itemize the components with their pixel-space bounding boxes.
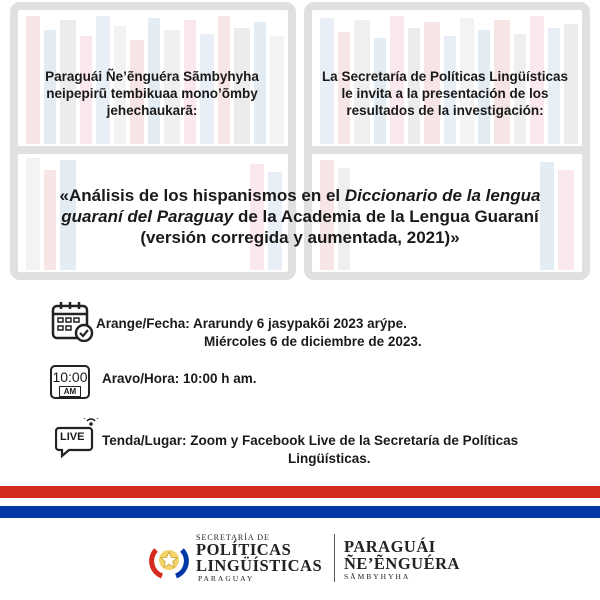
org2-line-2: ÑE’ẼNGUÉRA <box>344 554 460 573</box>
header-guarani-line: jehechaukarã: <box>106 103 198 118</box>
title-italic: Diccionario de la lengua <box>344 186 541 205</box>
seal-star-icon <box>148 538 190 580</box>
clock-icon <box>50 365 90 399</box>
org-top: SECRETARÍA DE <box>196 533 270 542</box>
place-line-1: Tenda/Lugar: Zoom y Facebook Live de la Secretaría de Políticas <box>102 433 519 448</box>
date-line-2: Miércoles 6 de diciembre de 2023. <box>204 334 422 349</box>
org2-line-1: PARAGUÁI <box>344 537 436 556</box>
title-text: de la Academia de la Lengua Guaraní <box>233 207 539 226</box>
time-line: Aravo/Hora: 10:00 h am. <box>102 371 257 386</box>
header-spanish-line: La Secretaría de Políticas Lingüísticas <box>321 69 569 84</box>
org2-bottom: SÃMBYHYHA <box>344 572 411 581</box>
flag-stripe-white <box>0 498 600 506</box>
title-text: «Análisis de los hispanismos en el <box>59 186 345 205</box>
place-line-2: Lingüísticas. <box>288 451 371 466</box>
header-spanish-line: le invita a la presentación de los <box>341 86 549 101</box>
logo-divider <box>334 534 335 582</box>
header-spanish <box>300 68 590 119</box>
org-line-1: POLÍTICAS <box>196 540 292 559</box>
header-guarani-line: neipepirũ tembikuaa mono’õmby <box>46 86 258 101</box>
clock-icon-ampm: AM <box>59 386 81 397</box>
header-guarani <box>12 68 292 119</box>
event-title <box>40 185 560 248</box>
guarani-logo-text <box>344 538 460 581</box>
secretaria-logo-text <box>196 533 322 583</box>
live-icon <box>55 418 100 460</box>
clock-icon-time: 10:00 <box>52 369 88 385</box>
live-label: LIVE <box>60 431 85 443</box>
flag-stripe-red <box>0 486 600 498</box>
header-guarani-line: Paraguái Ñe’ẽnguéra Sãmbyhyha <box>45 69 259 84</box>
title-line-3: (versión corregida y aumentada, 2021)» <box>140 228 460 247</box>
title-italic: guaraní del Paraguay <box>61 207 234 226</box>
header-spanish-line: resultados de la investigación: <box>346 103 544 118</box>
org-line-2: LINGÜÍSTICAS <box>196 556 323 575</box>
title-line-2 <box>40 206 560 227</box>
calendar-icon <box>50 300 94 342</box>
flag-stripe-blue <box>0 506 600 518</box>
title-line-1 <box>40 185 560 206</box>
org-bottom: PARAGUAY <box>198 574 255 583</box>
date-line-1: Arange/Fecha: Ararundy 6 jasypakõi 2023 arýpe. <box>96 316 407 331</box>
